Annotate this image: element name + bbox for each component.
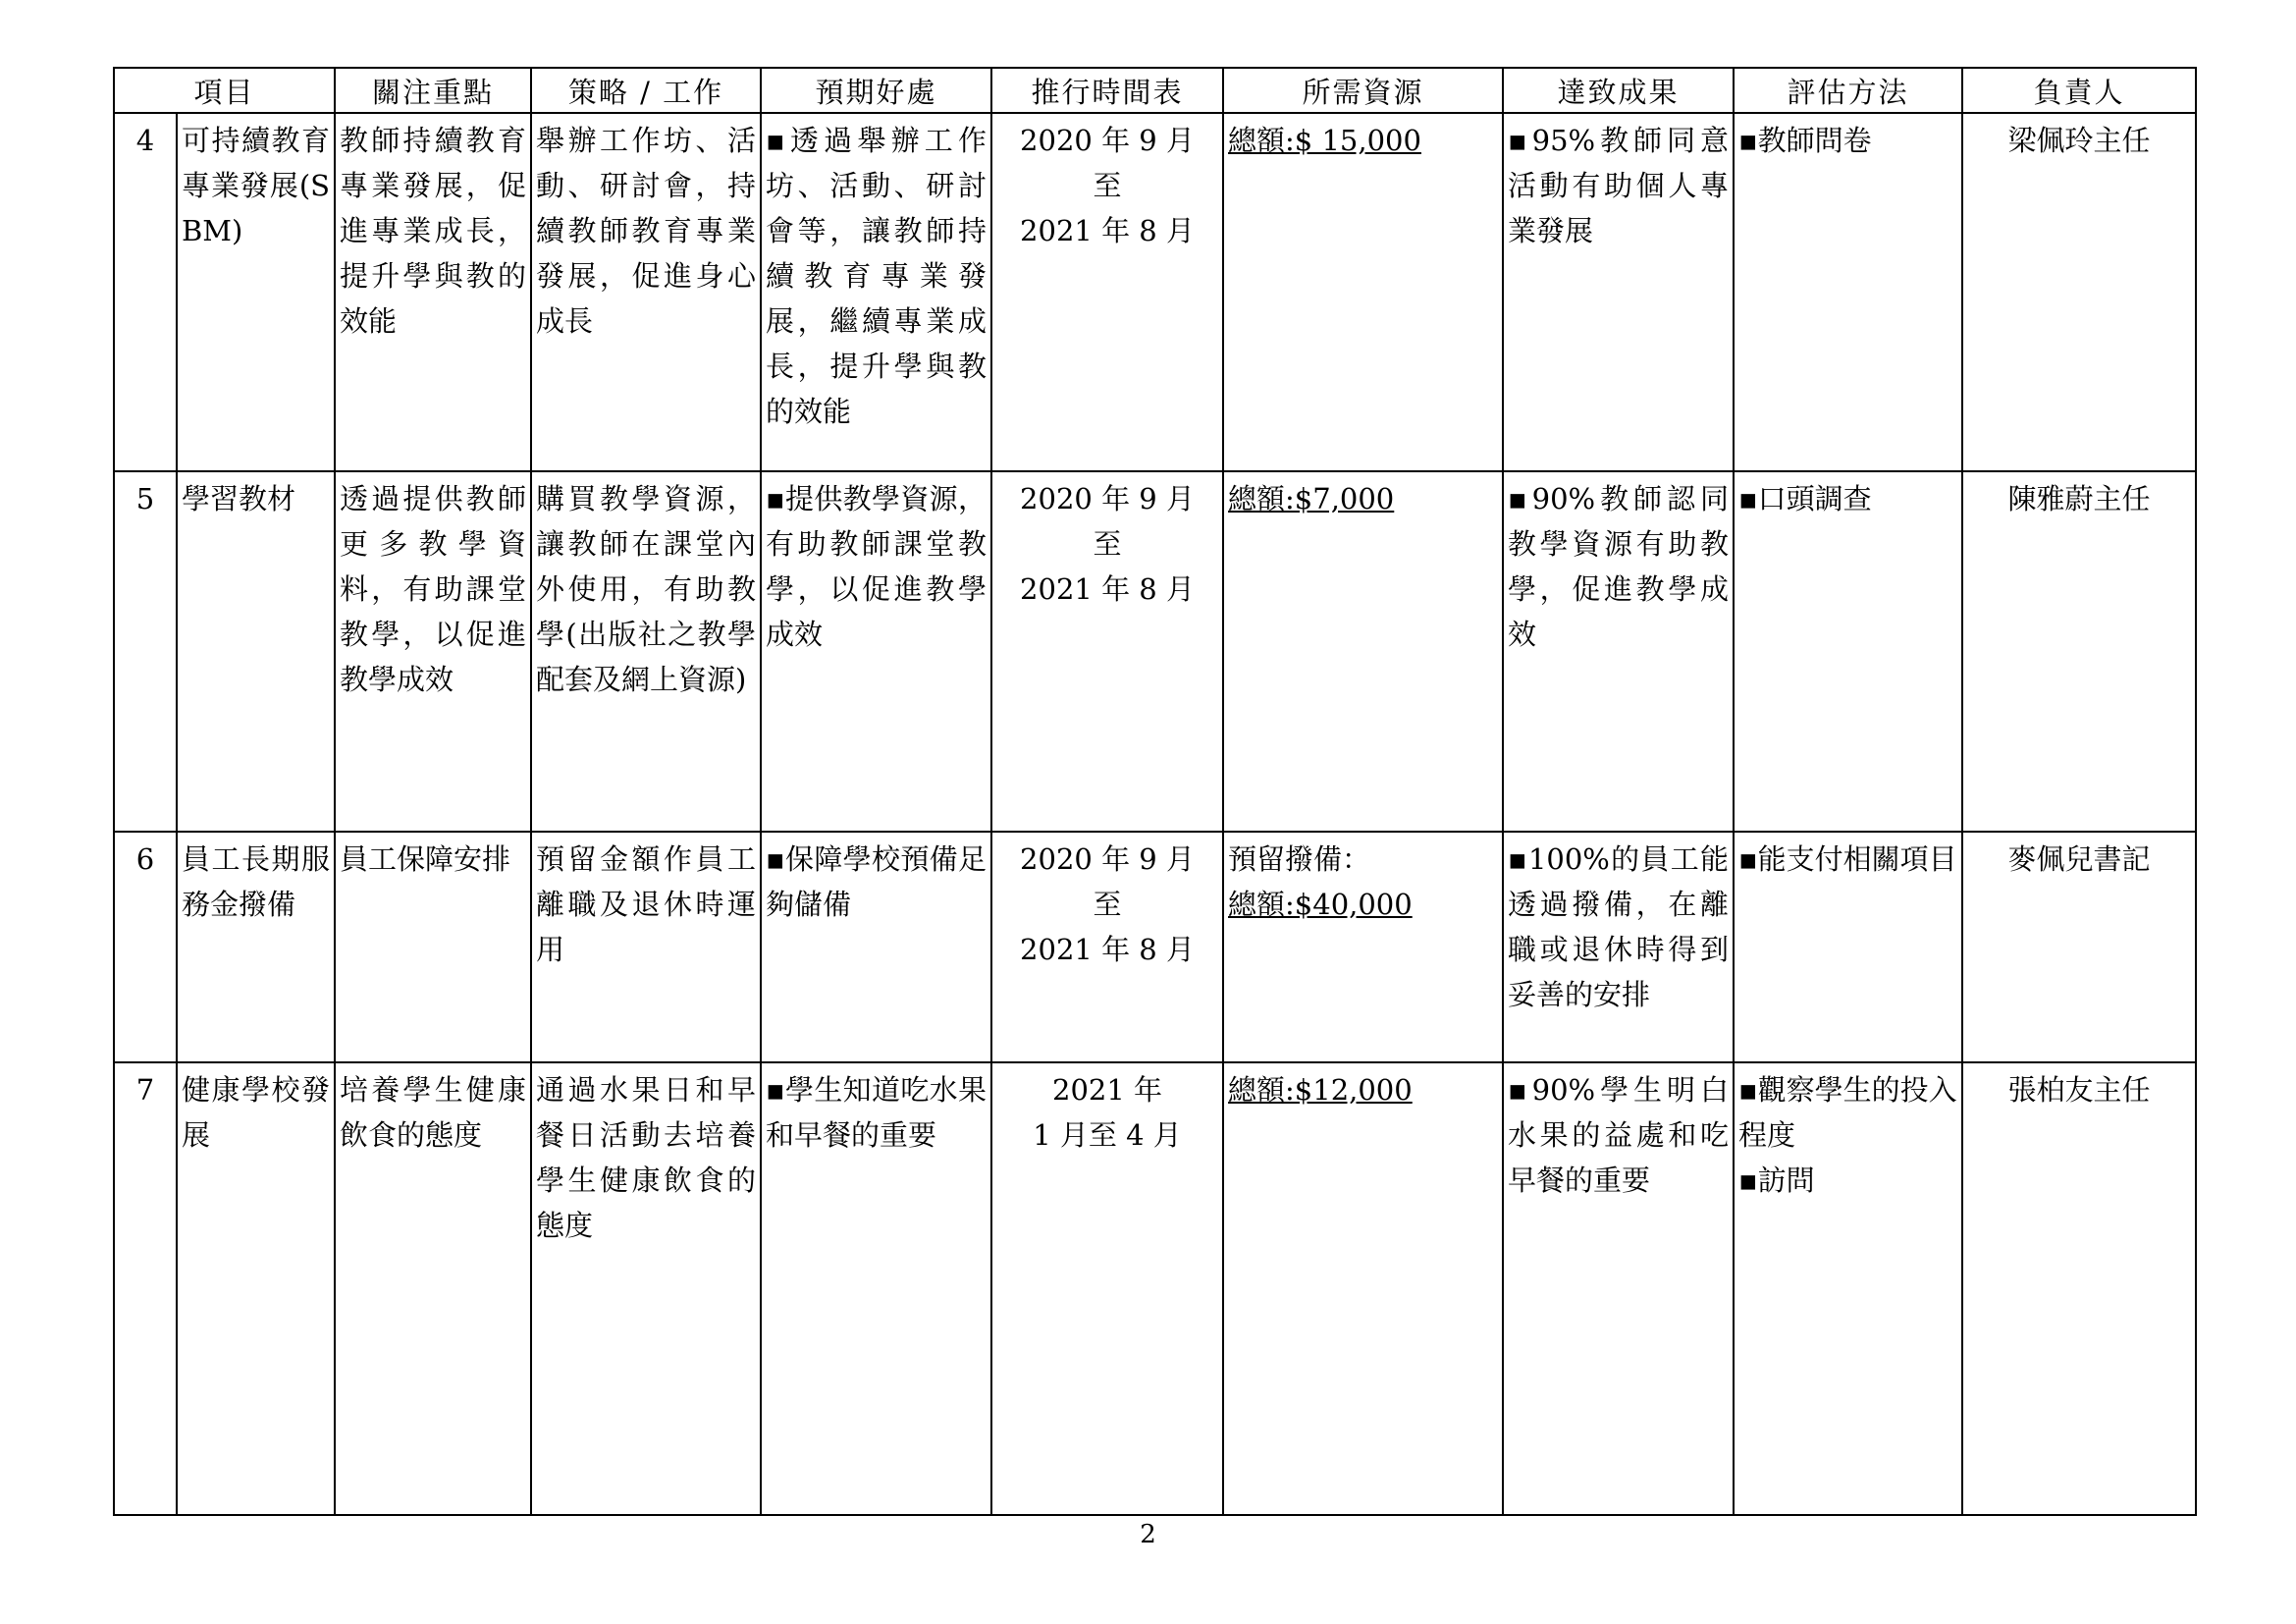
row-schedule [991,832,1223,1062]
row-item: 可持續教育專業發展(SBM) [177,113,335,471]
schedule-line: 2021 年 8 月 [1020,214,1195,247]
row-item: 員工長期服務金撥備 [177,832,335,1062]
row-benefit: ▪提供教學資源，有助教師課堂教學，以促進教學成效 [761,471,991,832]
evaluation-line: ▪訪問 [1738,1164,1815,1197]
row-schedule [991,471,1223,832]
schedule-line: 2021 年 8 月 [1020,572,1195,606]
row-resources [1223,471,1503,832]
row-person: 麥佩兒書記 [1962,832,2196,1062]
row-focus: 教師持續教育專業發展，促進專業成長，提升學與教的效能 [335,113,531,471]
table-row [114,832,2196,1062]
row-number: 7 [114,1062,177,1515]
row-person: 梁佩玲主任 [1962,113,2196,471]
plan-table [113,67,2197,1516]
evaluation-line: ▪能支付相關項目 [1738,842,1957,876]
row-focus: 透過提供教師更多教學資料，有助課堂教學，以促進教學成效 [335,471,531,832]
row-outcome: ▪90%學生明白水果的益處和吃早餐的重要 [1503,1062,1734,1515]
header-row [114,68,2196,113]
evaluation-line: ▪口頭調查 [1738,482,1872,515]
resource-line: 總額:$40,000 [1228,888,1413,921]
row-evaluation [1734,832,1962,1062]
row-benefit: ▪學生知道吃水果和早餐的重要 [761,1062,991,1515]
row-outcome: ▪95%教師同意活動有助個人專業發展 [1503,113,1734,471]
schedule-line: 至 [1093,527,1122,561]
row-focus: 員工保障安排 [335,832,531,1062]
schedule-line: 2020 年 9 月 [1020,124,1195,157]
row-strategy: 通過水果日和早餐日活動去培養學生健康飲食的態度 [531,1062,761,1515]
schedule-line: 1 月至 4 月 [1033,1118,1182,1152]
header-evaluation: 評估方法 [1734,68,1962,113]
row-strategy: 購買教學資源，讓教師在課堂內外使用，有助教學(出版社之教學配套及網上資源) [531,471,761,832]
row-resources [1223,1062,1503,1515]
schedule-line: 2020 年 9 月 [1020,842,1195,876]
schedule-line: 2021 年 8 月 [1020,933,1195,966]
resource-line: 總額:$12,000 [1228,1073,1413,1107]
row-resources [1223,832,1503,1062]
row-resources [1223,113,1503,471]
table-row [114,113,2196,471]
table-row [114,1062,2196,1515]
row-schedule [991,1062,1223,1515]
row-number: 6 [114,832,177,1062]
schedule-line: 至 [1093,888,1122,921]
header-person: 負責人 [1962,68,2196,113]
row-benefit: ▪保障學校預備足夠儲備 [761,832,991,1062]
header-schedule: 推行時間表 [991,68,1223,113]
resource-line: 預留撥備： [1228,842,1371,876]
row-outcome: ▪90%教師認同教學資源有助教學，促進教學成效 [1503,471,1734,832]
table-row [114,471,2196,832]
header-focus: 關注重點 [335,68,531,113]
schedule-line: 至 [1093,169,1122,202]
row-evaluation [1734,1062,1962,1515]
row-strategy: 舉辦工作坊、活動、研討會，持續教師教育專業發展，促進身心成長 [531,113,761,471]
row-number: 4 [114,113,177,471]
row-evaluation [1734,113,1962,471]
page-number: 2 [1140,1520,1156,1549]
resource-line: 總額:$ 15,000 [1228,124,1421,157]
row-item: 學習教材 [177,471,335,832]
row-item: 健康學校發展 [177,1062,335,1515]
schedule-line: 2020 年 9 月 [1020,482,1195,515]
row-benefit: ▪透過舉辦工作坊、活動、研討會等，讓教師持續教育專業發展，繼續專業成長，提升學與教的效能 [761,113,991,471]
row-schedule [991,113,1223,471]
row-focus: 培養學生健康飲食的態度 [335,1062,531,1515]
header-strategy: 策略 / 工作 [531,68,761,113]
evaluation-line: ▪觀察學生的投入程度 [1738,1073,1957,1152]
evaluation-line: ▪教師問卷 [1738,124,1872,157]
row-outcome: ▪100%的員工能透過撥備，在離職或退休時得到妥善的安排 [1503,832,1734,1062]
row-evaluation [1734,471,1962,832]
resource-line: 總額:$7,000 [1228,482,1395,515]
header-benefit: 預期好處 [761,68,991,113]
row-person: 張柏友主任 [1962,1062,2196,1515]
schedule-line: 2021 年 [1052,1073,1163,1107]
header-resources: 所需資源 [1223,68,1503,113]
row-number: 5 [114,471,177,832]
header-outcome: 達致成果 [1503,68,1734,113]
row-person: 陳雅蔚主任 [1962,471,2196,832]
header-item: 項目 [114,68,335,113]
row-strategy: 預留金額作員工離職及退休時運用 [531,832,761,1062]
